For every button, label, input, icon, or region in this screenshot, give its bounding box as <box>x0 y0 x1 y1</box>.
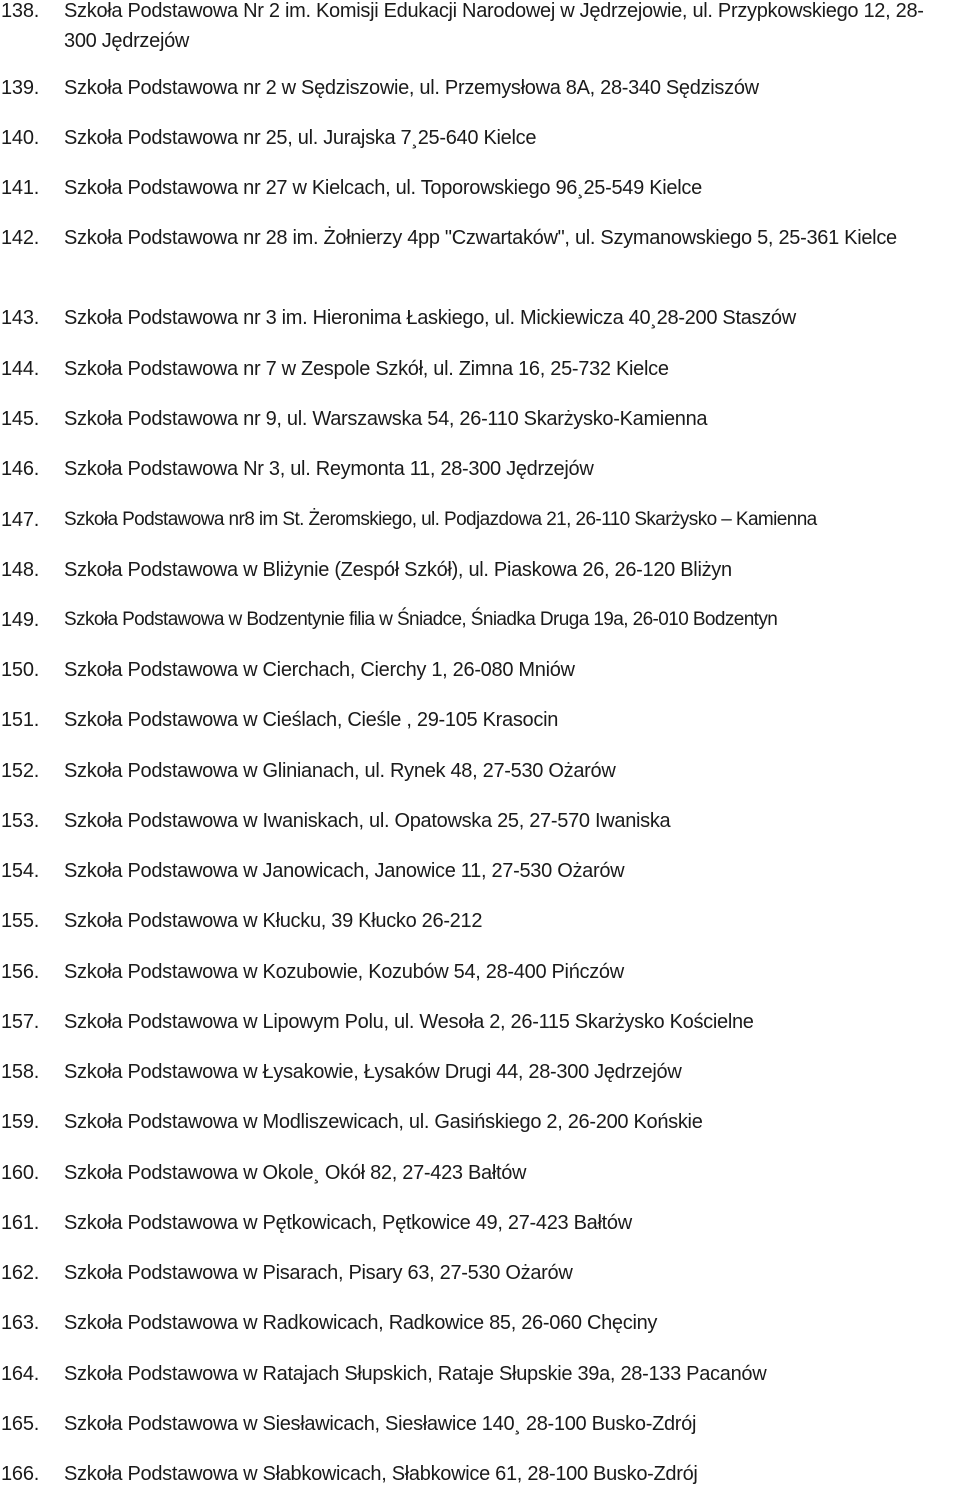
list-item <box>0 1308 960 1338</box>
item-text: Szkoła Podstawowa w Cierchach, Cierchy 1, 26-080 Mniów <box>64 659 575 681</box>
item-text: Szkoła Podstawowa nr8 im St. Żeromskiego, ul. Podjazdowa 21, 26-110 Skarżysko – Kamienna <box>64 509 817 530</box>
item-number: 141. <box>1 177 40 199</box>
item-number: 160. <box>1 1162 40 1184</box>
item-number: 152. <box>1 760 40 782</box>
item-text: Szkoła Podstawowa w Radkowicach, Radkowice 85, 26-060 Chęciny <box>64 1312 658 1334</box>
item-number: 142. <box>1 227 40 249</box>
item-number: 165. <box>1 1413 40 1435</box>
list-item <box>0 1208 960 1238</box>
item-number: 166. <box>1 1463 40 1485</box>
item-text: Szkoła Podstawowa w Kłucku, 39 Kłucko 26-212 <box>64 910 483 932</box>
item-text: Szkoła Podstawowa w Lipowym Polu, ul. Wesoła 2, 26-115 Skarżysko Kościelne <box>64 1011 754 1033</box>
item-text: Szkoła Podstawowa w Bliżynie (Zespół Szkół), ul. Piaskowa 26, 26-120 Bliżyn <box>64 559 732 581</box>
item-text: Szkoła Podstawowa nr 25, ul. Jurajska 7¸25-640 Kielce <box>64 127 537 149</box>
item-text: Szkoła Podstawowa w Ratajach Słupskich, Rataje Słupskie 39a, 28-133 Pacanów <box>64 1363 767 1385</box>
item-text: Szkoła Podstawowa w Iwaniskach, ul. Opatowska 25, 27-570 Iwaniska <box>64 810 671 832</box>
item-number: 158. <box>1 1061 40 1083</box>
list-item <box>0 655 960 685</box>
list-item <box>0 123 960 153</box>
list-item <box>0 505 960 535</box>
item-text: Szkoła Podstawowa w Pisarach, Pisary 63, 27-530 Ożarów <box>64 1262 573 1284</box>
list-item <box>0 605 960 635</box>
item-text: Szkoła Podstawowa w Okole¸ Okół 82, 27-423 Bałtów <box>64 1162 527 1184</box>
item-text: Szkoła Podstawowa w Pętkowicach, Pętkowice 49, 27-423 Bałtów <box>64 1212 632 1234</box>
item-text: Szkoła Podstawowa nr 2 w Sędziszowie, ul. Przemysłowa 8A, 28-340 Sędziszów <box>64 77 759 99</box>
list-item <box>0 1057 960 1087</box>
item-number: 154. <box>1 860 40 882</box>
item-text: Szkoła Podstawowa w Cieślach, Cieśle , 29-105 Krasocin <box>64 709 559 731</box>
list-item <box>0 705 960 735</box>
item-text: Szkoła Podstawowa Nr 3, ul. Reymonta 11, 28-300 Jędrzejów <box>64 458 594 480</box>
item-number: 139. <box>1 77 40 99</box>
item-number: 159. <box>1 1111 40 1133</box>
item-text: Szkoła Podstawowa w Kozubowie, Kozubów 54, 28-400 Pińczów <box>64 961 624 983</box>
item-number: 138. <box>1 0 40 22</box>
list-item <box>0 303 960 333</box>
list-item <box>0 1359 960 1389</box>
item-text: Szkoła Podstawowa w Modliszewicach, ul. Gasińskiego 2, 26-200 Końskie <box>64 1111 703 1133</box>
list-item <box>0 404 960 434</box>
list-item <box>0 555 960 585</box>
item-number: 146. <box>1 458 40 480</box>
list-item <box>0 454 960 484</box>
item-number: 151. <box>1 709 40 731</box>
item-number: 143. <box>1 307 40 329</box>
item-text: Szkoła Podstawowa w Glinianach, ul. Rynek 48, 27-530 Ożarów <box>64 760 616 782</box>
item-text: Szkoła Podstawowa Nr 2 im. Komisji Edukacji Narodowej w Jędrzejowie, ul. Przypkowskiego 12, 28-300 Jędrzejów <box>64 0 924 52</box>
item-number: 156. <box>1 961 40 983</box>
list-item <box>0 354 960 384</box>
list-item <box>0 0 960 56</box>
item-number: 147. <box>1 509 40 531</box>
item-number: 157. <box>1 1011 40 1033</box>
item-text: Szkoła Podstawowa nr 3 im. Hieronima Łaskiego, ul. Mickiewicza 40¸28-200 Staszów <box>64 307 796 329</box>
item-text: Szkoła Podstawowa nr 9, ul. Warszawska 54, 26-110 Skarżysko-Kamienna <box>64 408 708 430</box>
item-text: Szkoła Podstawowa w Bodzentynie filia w Śniadce, Śniadka Druga 19a, 26-010 Bodzentyn <box>64 609 778 630</box>
list-item <box>0 856 960 886</box>
item-text: Szkoła Podstawowa w Słabkowicach, Słabkowice 61, 28-100 Busko-Zdrój <box>64 1463 698 1485</box>
item-number: 162. <box>1 1262 40 1284</box>
list-item <box>0 173 960 203</box>
list-item <box>0 957 960 987</box>
item-text: Szkoła Podstawowa nr 27 w Kielcach, ul. Toporowskiego 96¸25-549 Kielce <box>64 177 702 199</box>
item-number: 148. <box>1 559 40 581</box>
item-text: Szkoła Podstawowa nr 7 w Zespole Szkół, ul. Zimna 16, 25-732 Kielce <box>64 358 669 380</box>
item-number: 145. <box>1 408 40 430</box>
list-item <box>0 73 960 103</box>
list-item <box>0 1158 960 1188</box>
item-number: 153. <box>1 810 40 832</box>
list-item <box>0 1107 960 1137</box>
list-item <box>0 1459 960 1489</box>
item-number: 155. <box>1 910 40 932</box>
item-number: 144. <box>1 358 40 380</box>
list-item <box>0 1409 960 1439</box>
item-number: 150. <box>1 659 40 681</box>
item-number: 164. <box>1 1363 40 1385</box>
list-item <box>0 223 960 253</box>
item-text: Szkoła Podstawowa w Janowicach, Janowice 11, 27-530 Ożarów <box>64 860 625 882</box>
item-number: 161. <box>1 1212 40 1234</box>
list-item <box>0 1258 960 1288</box>
item-text: Szkoła Podstawowa nr 28 im. Żołnierzy 4pp "Czwartaków", ul. Szymanowskiego 5, 25-361 Kielce <box>64 227 897 249</box>
list-item <box>0 756 960 786</box>
item-text: Szkoła Podstawowa w Łysakowie, Łysaków Drugi 44, 28-300 Jędrzejów <box>64 1061 682 1083</box>
item-text: Szkoła Podstawowa w Siesławicach, Siesławice 140¸ 28-100 Busko-Zdrój <box>64 1413 697 1435</box>
list-item <box>0 1007 960 1037</box>
item-number: 149. <box>1 609 40 631</box>
item-number: 163. <box>1 1312 40 1334</box>
list-item <box>0 906 960 936</box>
item-number: 140. <box>1 127 40 149</box>
list-item <box>0 806 960 836</box>
